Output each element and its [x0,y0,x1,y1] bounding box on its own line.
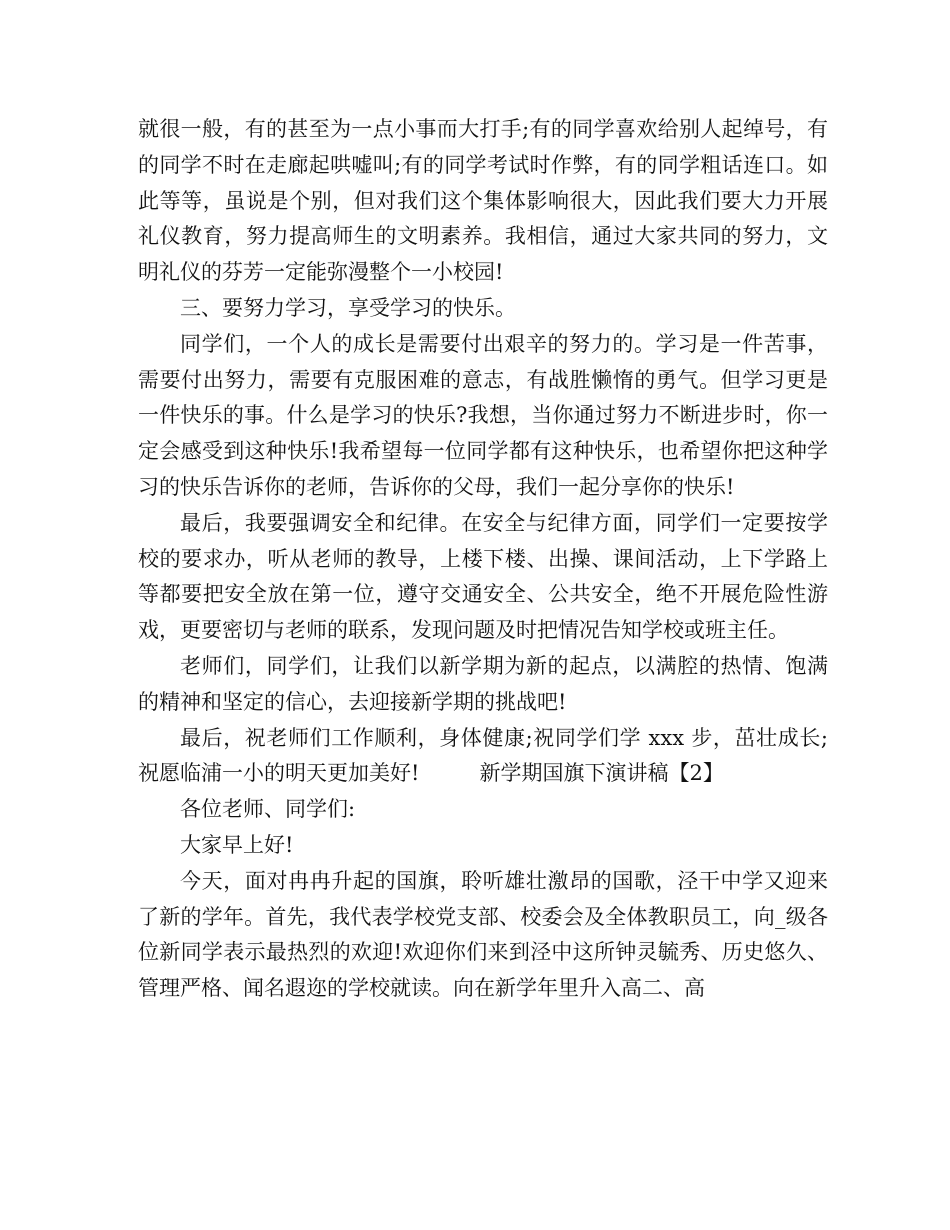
section-title: 新学期国旗下演讲稿【2】 [479,761,724,786]
paragraph-5: 老师们，同学们，让我们以新学期为新的起点，以满腔的热情、饱满的精神和坚定的信心，去迎接新学期的挑战吧! [138,653,828,714]
paragraph-3: 同学们，一个人的成长是需要付出艰辛的努力的。学习是一件苦事，需要付出努力，需要有克服困难的意志，有战胜懒惰的勇气。但学习更是一件快乐的事。什么是学习的快乐?我想，当你通过努力不断进步时，你一定会感受到这种快乐!我希望每一位同学都有这种快乐，也希望你把这种学习的快乐告诉你的老师，告诉你的父母，我们一起分享你的快乐! [138,331,828,499]
document-body [138,112,828,1007]
paragraph-1: 就很一般，有的甚至为一点小事而大打手;有的同学喜欢给别人起绰号，有的同学不时在走廊起哄嘘叫;有的同学考试时作弊，有的同学粗话连口。如此等等，虽说是个别，但对我们这个集体影响很大，因此我们要大力开展礼仪教育，努力提高师生的文明素养。我相信，通过大家共同的努力，文明礼仪的芬芳一定能弥漫整个一小校园! [138,117,828,285]
paragraph-6 [138,721,828,793]
good-morning-line: 大家早上好! [180,832,294,857]
closing-wishes: 最后，祝老师们工作顺利，身体健康;祝同学们学 xxx 步，茁壮成长;祝愿临浦一小的明天更加美好! [138,725,828,786]
paragraph-heading-3: 三、要努力学习，享受学习的快乐。 [180,295,516,320]
greeting-line: 各位老师、同学们: [180,797,356,822]
paragraph-9: 今天，面对冉冉升起的国旗，聆听雄壮激昂的国歌，泾干中学又迎来了新的学年。首先，我代表学校党支部、校委会及全体教职员工，向_级各位新同学表示最热烈的欢迎!欢迎你们来到泾中这所钟灵毓秀、历史悠久、管理严格、闻名遐迩的学校就读。向在新学年里升入高二、高 [138,868,828,1001]
paragraph-4: 最后，我要强调安全和纪律。在安全与纪律方面，同学们一定要按学校的要求办，听从老师的教导，上楼下楼、出操、课间活动，上下学路上等都要把安全放在第一位，遵守交通安全、公共安全，绝不开展危险性游戏，更要密切与老师的联系，发现问题及时把情况告知学校或班主任。 [138,510,828,643]
